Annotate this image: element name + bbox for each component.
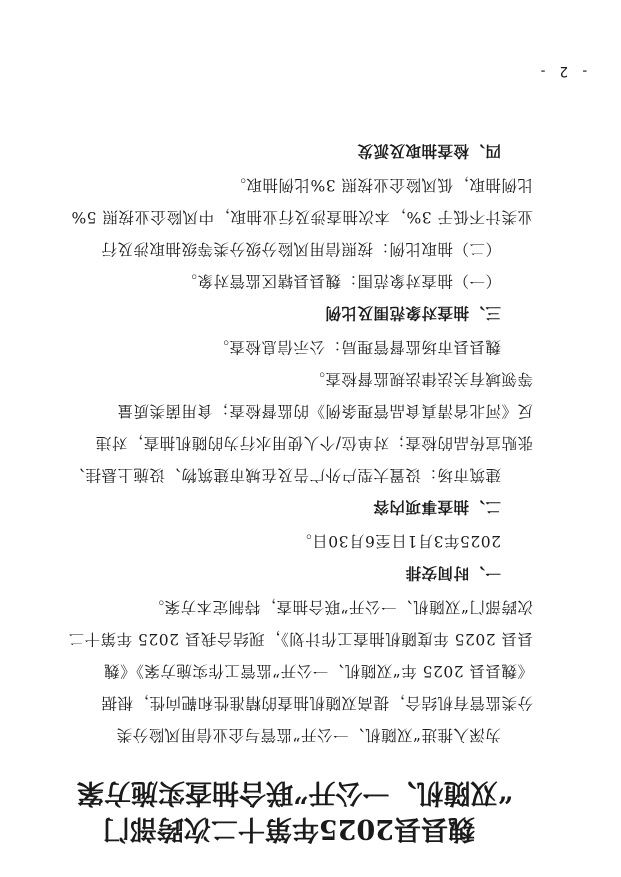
- section-heading: 一、时间安排: [404, 564, 501, 582]
- section-heading: 三、抽查对象范围及比例: [324, 304, 501, 322]
- intro-line: 次跨部门“双随机、一公开”联合抽查，特制定本方案。: [148, 598, 533, 616]
- document-title-line-2: “双随机、一公开”联合抽查实施方案: [76, 777, 513, 808]
- section-line: 张贴宣传品的检查；对单位/个人使用水行为的随机抽查，对违: [95, 434, 533, 452]
- section-line: （二）抽取比例：按照信用风险分级分类等级抽取涉及行: [100, 240, 501, 258]
- section-line: 反《河北省清真食品管理条例》的监督检查；食用菌类质量: [116, 402, 533, 420]
- section-line: （一）抽查对象范围：魏县县辖区监管对象。: [180, 272, 501, 290]
- section-heading: 二、抽查事项内容: [372, 498, 501, 516]
- section-line: 比例抽取，低风险企业按照 3%比例抽取。: [229, 176, 533, 194]
- intro-line: 分类监管有机结合，提高双随机抽查的精准性和靶向性，根据: [100, 694, 533, 712]
- document-title-line-1: 魏县县2025年第十二次跨部门: [102, 813, 475, 844]
- section-line: 魏县县市场监督管理局：公示信息检查。: [212, 338, 501, 356]
- section-line: 2025年3月1日至6月30日。: [295, 532, 501, 550]
- intro-line: 县县 2025 年度随机抽查工作计划》，现结合我县 2025 年第十二: [68, 630, 533, 648]
- intro-line: 《魏县县 2025 年“双随机、一公开”监管工作实施方案》《魏: [103, 662, 533, 680]
- section-line: 建筑市场：设置大型户外广告及在城市建筑物、设施上悬挂、: [68, 466, 501, 484]
- section-line: 等领域有关法律法规监督检查。: [308, 370, 533, 388]
- page-number: - 2 -: [536, 63, 589, 79]
- section-heading: 四、检查抽取及派发: [356, 142, 501, 160]
- section-line: 业类计不低于 3%，本次抽查涉及行业抽取，中风险企业按照 5%: [70, 208, 533, 226]
- intro-line: 为深入推进“双随机、一公开”监管与企业信用风险分类: [116, 726, 501, 744]
